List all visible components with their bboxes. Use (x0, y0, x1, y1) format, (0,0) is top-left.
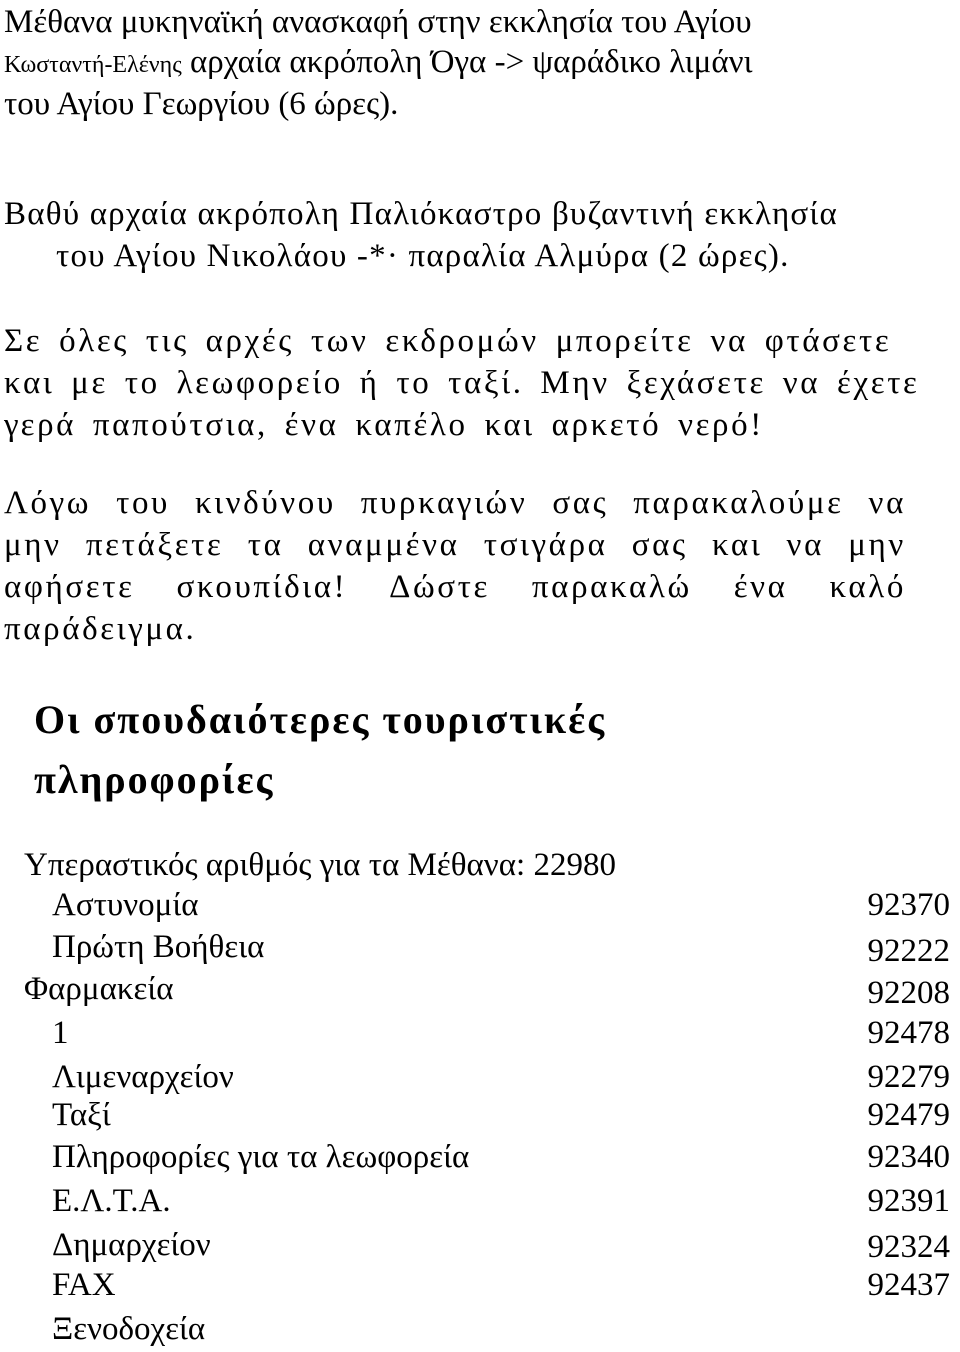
area-code-line: Υπεραστικός αριθμός για τα Μέθανα: 22980 (24, 847, 616, 883)
contact-label: Ε.Λ.Τ.Α. (52, 1183, 171, 1219)
contact-number: 92391 (867, 1183, 950, 1219)
contact-number: 92437 (867, 1267, 950, 1303)
contact-label: Πληροφορίες για τα λεωφορεία (52, 1139, 470, 1175)
fire-warning-word: να (786, 527, 824, 563)
methana-route-line-2 (4, 42, 752, 85)
methana-route-line-2-rest: αρχαία ακρόπολη Όγα -> ψαράδικο λιμάνι (181, 44, 753, 80)
contact-label: 1 (52, 1015, 69, 1051)
contact-number: 92370 (867, 887, 950, 923)
fire-warning-word: Λόγω (4, 485, 92, 521)
contact-number: 92208 (867, 975, 950, 1011)
vathy-route-line-1: Βαθύ αρχαία ακρόπολη Παλιόκαστρο βυζαντινή εκκλησία (4, 196, 838, 232)
fire-warning-word: σκουπίδια! (176, 569, 348, 605)
fire-warning-word: μην (4, 527, 62, 563)
contact-number: 92478 (867, 1015, 950, 1051)
fire-warning-word: να (868, 485, 906, 521)
fire-warning-word: αφήσετε (4, 569, 135, 605)
fire-warning-word: σας (631, 527, 688, 563)
fire-warning-word: σας (552, 485, 609, 521)
contact-number: 92324 (867, 1229, 950, 1265)
section-heading-line-2: πληροφορίες (34, 757, 275, 802)
contact-label: Ταξί (52, 1097, 111, 1133)
contact-label: Φαρμακεία (24, 971, 174, 1007)
contact-label: Αστυνομία (52, 887, 199, 923)
contact-label: Δημαρχείον (52, 1227, 211, 1263)
contact-number: 92279 (867, 1059, 950, 1095)
fire-warning-word: καλό (829, 569, 906, 605)
transport-note-line-1: Σε όλες τις αρχές των εκδρομών μπορείτε να φτάσετε (4, 323, 892, 359)
fire-warning-word: πετάξετε (85, 527, 224, 563)
contact-number: 92340 (867, 1139, 950, 1175)
section-heading-line-1: Οι σπουδαιότερες τουριστικές (34, 697, 607, 742)
transport-note-line-2: και με το λεωφορείο ή το ταξί. Μην ξεχάσετε να έχετε (4, 365, 920, 401)
church-name-small: Κωσταντή-Ελένης (4, 52, 182, 78)
methana-route-line-3: του Αγίου Γεωργίου (6 ώρες). (4, 86, 399, 122)
vathy-route-line-2: του Αγίου Νικολάου -*· παραλία Αλμύρα (2 ώρες). (56, 238, 790, 274)
contact-label: Ξενοδοχεία (52, 1311, 206, 1347)
fire-warning-line-3 (4, 567, 906, 607)
transport-note-line-3: γερά παπούτσια, ένα καπέλο και αρκετό νερό! (4, 407, 764, 443)
fire-warning-word: Δώστε (389, 569, 491, 605)
fire-warning-word: αναμμένα (307, 527, 460, 563)
fire-warning-word: παρακαλώ (531, 569, 692, 605)
contact-label: FAX (52, 1267, 116, 1303)
fire-warning-word: μην (848, 527, 906, 563)
contact-label: Πρώτη Βοήθεια (52, 929, 265, 965)
methana-route-line-1: Μέθανα μυκηναϊκή ανασκαφή στην εκκλησία του Αγίου (4, 4, 752, 40)
fire-warning-word: του (116, 485, 170, 521)
fire-warning-line-2 (4, 525, 906, 565)
fire-warning-line-4: παράδειγμα. (4, 611, 197, 647)
contact-number: 92479 (867, 1097, 950, 1133)
fire-warning-word: τσιγάρα (483, 527, 608, 563)
fire-warning-line-1 (4, 483, 906, 523)
fire-warning-word: πυρκαγιών (360, 485, 528, 521)
contact-number: 92222 (867, 933, 950, 969)
fire-warning-word: παρακαλούμε (633, 485, 844, 521)
fire-warning-word: ένα (733, 569, 788, 605)
fire-warning-word: τα (247, 527, 284, 563)
fire-warning-word: κινδύνου (194, 485, 336, 521)
contact-label: Λιμεναρχείον (52, 1059, 234, 1095)
fire-warning-word: και (711, 527, 763, 563)
